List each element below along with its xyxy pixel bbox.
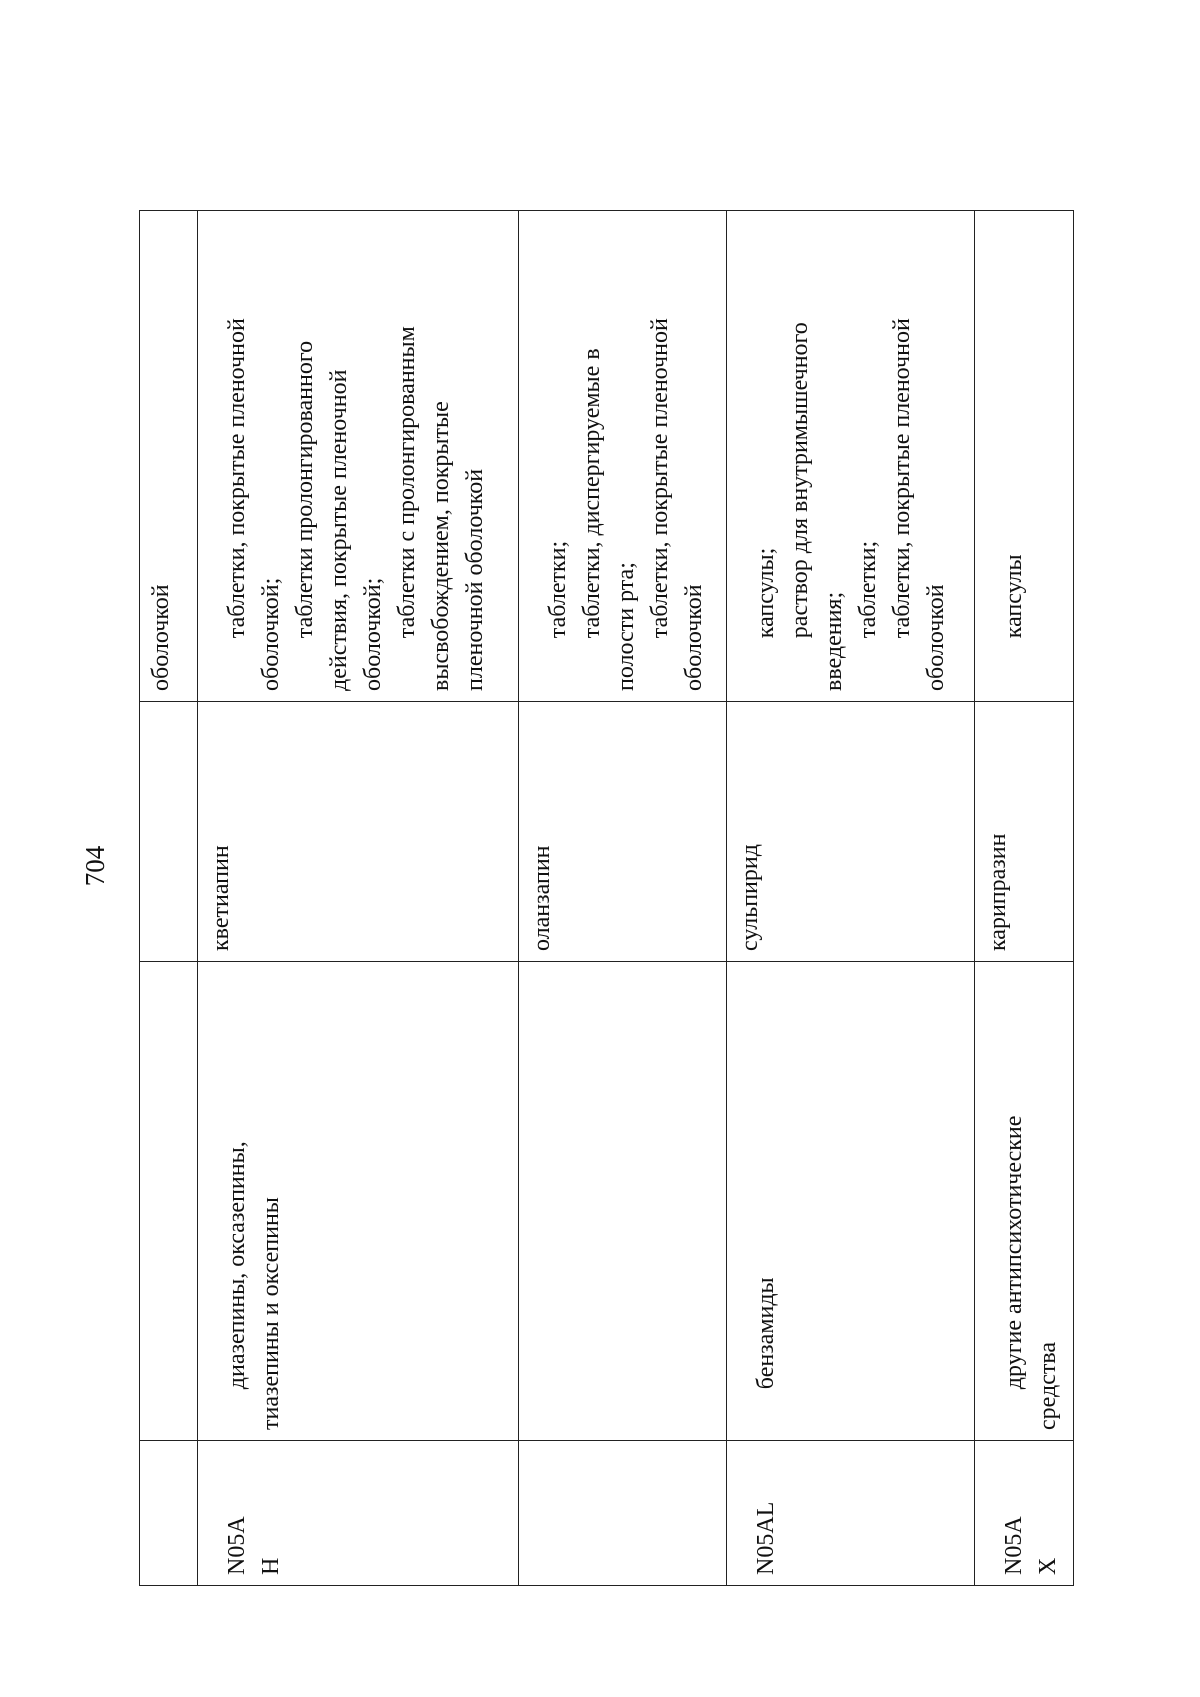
dosage-form-line: таблетки, покрытые пленочной — [889, 318, 915, 639]
dosage-forms-cell — [140, 211, 198, 702]
atc-code-line: N05A — [224, 1516, 250, 1575]
atc-code-line: X — [1035, 1557, 1061, 1575]
group-name-line: средства — [1035, 1341, 1061, 1430]
drug-name-cell: кветиапин — [198, 702, 519, 962]
atc-code-cell — [198, 1441, 519, 1586]
atc-code-cell — [727, 1441, 975, 1586]
dosage-form-line: полости рта; — [613, 562, 639, 691]
dosage-form-line: таблетки с пролонгированным — [394, 326, 420, 639]
dosage-form-line: оболочкой — [923, 584, 949, 691]
group-name-cell — [140, 962, 198, 1441]
drug-name-cell — [140, 702, 198, 962]
group-name-line: тиазепины и оксепины — [258, 1197, 284, 1430]
group-name-cell — [727, 962, 975, 1441]
dosage-form-line: таблетки; — [855, 540, 881, 639]
group-name-line: другие антипсихотические — [1001, 1115, 1027, 1390]
dosage-form-line: введения; — [821, 591, 847, 691]
dosage-form-line: таблетки, диспергируемые в — [579, 348, 605, 639]
table-row — [519, 211, 727, 1586]
table-row — [198, 211, 519, 1586]
drug-table — [139, 210, 1074, 1586]
table-row — [727, 211, 975, 1586]
dosage-form-line: пленочной оболочкой — [462, 468, 488, 691]
drug-name-cell: карипразин — [975, 702, 1074, 962]
drug-name-cell: сульпирид — [727, 702, 975, 962]
page-number: 704 — [80, 845, 110, 887]
table-row — [140, 211, 198, 1586]
dosage-form-line: таблетки пролонгированного — [292, 340, 318, 639]
dosage-form-line: оболочкой; — [258, 577, 284, 691]
group-name-cell — [198, 962, 519, 1441]
dosage-forms-cell — [727, 211, 975, 702]
dosage-forms-cell — [519, 211, 727, 702]
dosage-form-line: капсулы; — [753, 547, 779, 639]
dosage-form-line: действия, покрытые пленочной — [326, 369, 352, 691]
dosage-form-line: высвобождением, покрытые — [428, 401, 454, 691]
dosage-form-line: капсулы — [1001, 554, 1027, 639]
group-name-cell — [975, 962, 1074, 1441]
drug-name-cell: оланзапин — [519, 702, 727, 962]
group-name-line: диазепины, оксазепины, — [224, 1141, 250, 1390]
dosage-forms-cell — [198, 211, 519, 702]
atc-code-line: N05AL — [753, 1501, 779, 1575]
dosage-form-line: раствор для внутримышечного — [787, 322, 813, 639]
atc-code-cell — [975, 1441, 1074, 1586]
atc-code-line: N05A — [1001, 1516, 1027, 1575]
dosage-form-line: оболочкой; — [360, 577, 386, 691]
atc-code-line: H — [258, 1557, 284, 1575]
table-row — [975, 211, 1074, 1586]
dosage-form-line: таблетки, покрытые пленочной — [224, 318, 250, 639]
dosage-form-line: оболочкой — [148, 584, 174, 691]
rotated-table-wrapper — [139, 211, 1073, 1586]
dosage-form-line: таблетки; — [545, 540, 571, 639]
atc-code-cell — [140, 1441, 198, 1586]
dosage-forms-cell — [975, 211, 1074, 702]
dosage-form-line: оболочкой — [681, 584, 707, 691]
dosage-form-line: таблетки, покрытые пленочной — [647, 318, 673, 639]
group-name-line: бензамиды — [753, 1277, 779, 1390]
atc-code-cell — [519, 1441, 727, 1586]
group-name-cell — [519, 962, 727, 1441]
